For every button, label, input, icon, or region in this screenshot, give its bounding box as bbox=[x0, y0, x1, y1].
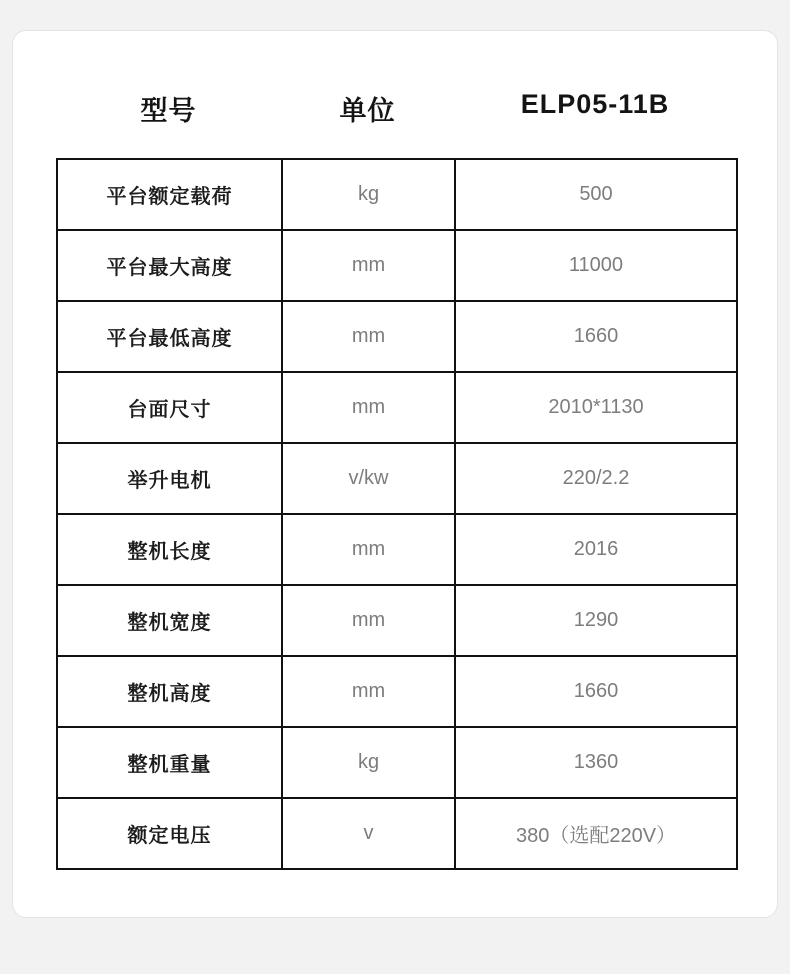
spec-card bbox=[12, 30, 778, 918]
spec-label: 平台最大高度 bbox=[57, 230, 282, 301]
table-row bbox=[57, 372, 737, 443]
spec-value: 500 bbox=[455, 159, 737, 230]
spec-label: 平台最低高度 bbox=[57, 301, 282, 372]
spec-unit: mm bbox=[282, 585, 455, 656]
spec-value: 1660 bbox=[455, 301, 737, 372]
spec-label: 台面尺寸 bbox=[57, 372, 282, 443]
spec-label: 整机重量 bbox=[57, 727, 282, 798]
spec-value: 2010*1130 bbox=[455, 372, 737, 443]
table-row bbox=[57, 798, 737, 869]
spec-label: 整机高度 bbox=[57, 656, 282, 727]
table-row bbox=[57, 230, 737, 301]
spec-table bbox=[56, 158, 738, 870]
spec-label: 平台额定载荷 bbox=[57, 159, 282, 230]
spec-unit: v bbox=[282, 798, 455, 869]
table-row bbox=[57, 656, 737, 727]
spec-unit: mm bbox=[282, 514, 455, 585]
table-header-row bbox=[56, 89, 736, 128]
header-unit-label: 单位 bbox=[339, 96, 396, 126]
spec-value: 2016 bbox=[455, 514, 737, 585]
spec-value: 380（选配220V） bbox=[455, 798, 737, 869]
spec-unit: v/kw bbox=[282, 443, 455, 514]
header-model-value: ELP05-11B bbox=[520, 89, 670, 119]
spec-unit: kg bbox=[282, 727, 455, 798]
spec-unit: kg bbox=[282, 159, 455, 230]
spec-label: 额定电压 bbox=[57, 798, 282, 869]
spec-value: 220/2.2 bbox=[455, 443, 737, 514]
table-row bbox=[57, 514, 737, 585]
spec-value: 1360 bbox=[455, 727, 737, 798]
spec-value: 1660 bbox=[455, 656, 737, 727]
table-row bbox=[57, 585, 737, 656]
spec-unit: mm bbox=[282, 230, 455, 301]
spec-unit: mm bbox=[282, 372, 455, 443]
table-row bbox=[57, 301, 737, 372]
spec-label: 整机长度 bbox=[57, 514, 282, 585]
table-row bbox=[57, 443, 737, 514]
spec-label: 整机宽度 bbox=[57, 585, 282, 656]
spec-unit: mm bbox=[282, 656, 455, 727]
spec-value: 1290 bbox=[455, 585, 737, 656]
table-row bbox=[57, 159, 737, 230]
spec-unit: mm bbox=[282, 301, 455, 372]
table-row bbox=[57, 727, 737, 798]
header-model-label: 型号 bbox=[140, 96, 197, 126]
spec-label: 举升电机 bbox=[57, 443, 282, 514]
spec-value: 11000 bbox=[455, 230, 737, 301]
